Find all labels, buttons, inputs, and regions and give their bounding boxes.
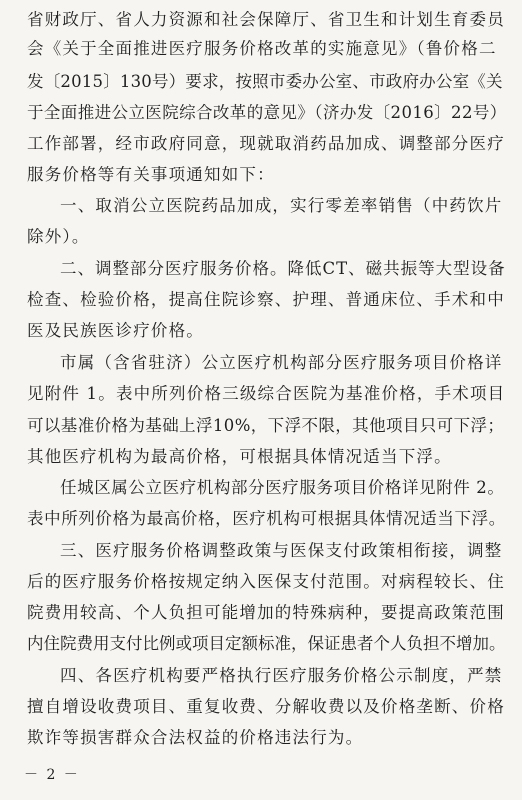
text-line: 其他医疗机构为最高价格，可根据具体情况适当下浮。 (27, 447, 452, 466)
text-line: 二、调整部分医疗服务价格。降低CT、磁共振等大型设备 (60, 259, 506, 278)
text-line: 四、各医疗机构要严格执行医疗服务价格公示制度，严禁 (60, 666, 503, 685)
text-line: 见附件 1。表中所列价格三级综合医院为基准价格，手术项目 (27, 384, 506, 403)
text-line: 服务价格等有关事项通知如下： (27, 165, 275, 184)
text-line: 检查、检验价格，提高住院诊察、护理、普通床位、手术和中 (27, 290, 505, 309)
text-line: 市属（含省驻济）公立医疗机构部分医疗服务项目价格详 (60, 353, 503, 372)
text-line: 省财政厅、省人力资源和社会保障厅、省卫生和计划生育委员 (27, 10, 505, 29)
text-line: 任城区属公立医疗机构部分医疗服务项目价格详见附件 2。 (60, 478, 505, 497)
text-line: 后的医疗服务价格按规定纳入医保支付范围。对病程较长、住 (27, 572, 505, 591)
text-line: 于全面推进公立医院综合改革的意见》（济办发〔2016〕22号） (27, 103, 507, 122)
text-line: 医及民族医诊疗价格。 (27, 321, 204, 340)
text-line: 会《关于全面推进医疗服务价格改革的实施意见》（鲁价格二 (27, 39, 497, 58)
text-line: 一、取消公立医院药品加成，实行零差率销售（中药饮片 (60, 196, 503, 215)
text-line: 院费用较高、个人负担可能增加的特殊病种，要提高政策范围 (27, 603, 505, 622)
text-line: 内住院费用支付比例或项目定额标准，保证患者个人负担不增加。 (27, 634, 506, 653)
text-line: 除外）。 (27, 227, 90, 246)
text-line: 可以基准价格为基础上浮10%，下浮不限，其他项目只可下浮； (27, 416, 505, 435)
text-line: 表中所列价格为最高价格，医疗机构可根据具体情况适当下浮。 (27, 509, 506, 528)
page-number: － 2 － (24, 767, 80, 783)
text-line: 擅自增设收费项目、重复收费、分解收费以及价格垄断、价格 (27, 697, 505, 716)
text-line: 欺诈等损害群众合法权益的价格违法行为。 (27, 728, 364, 747)
text-line: 发〔2015〕130号）要求，按照市委办公室、市政府办公室《关 (27, 72, 503, 91)
text-line: 工作部署，经市政府同意，现就取消药品加成、调整部分医疗 (27, 134, 505, 153)
text-line: 三、医疗服务价格调整政策与医保支付政策相衔接，调整 (60, 541, 503, 560)
